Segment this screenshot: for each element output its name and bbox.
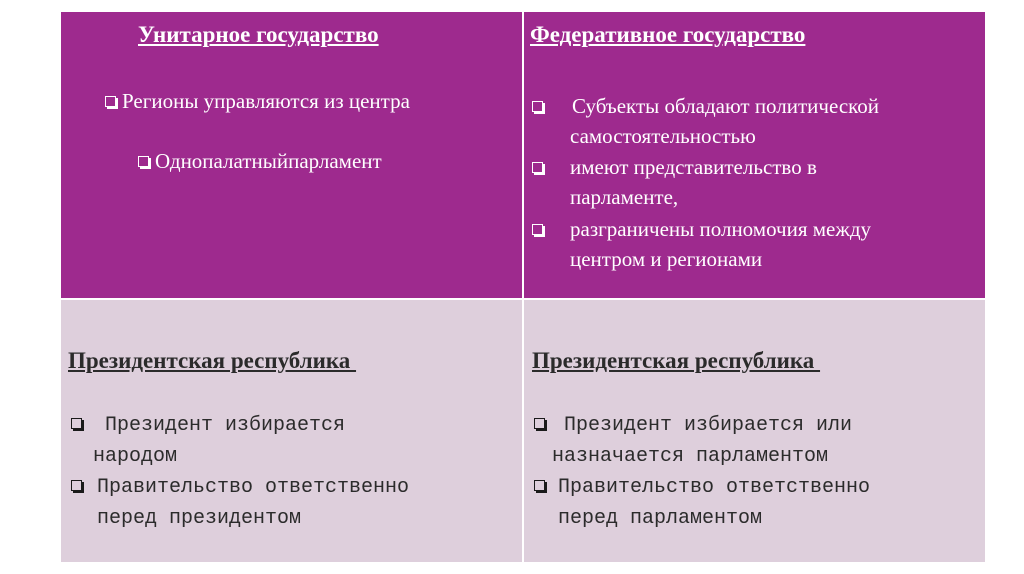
pres-left-item-2 <box>71 476 88 499</box>
checkbox-bullet-icon <box>138 156 149 167</box>
pres-left-item-1-line-1: Президент избирается <box>105 414 346 437</box>
pres-right-item-1-line-2: назначается парламентом <box>552 445 829 468</box>
pres-left-item-1-line-2: народом <box>93 445 178 468</box>
unitary-item-2: Однопалатныйпарламент <box>138 149 382 174</box>
federal-item-1-line-1: Субъекты обладают политической <box>572 94 880 118</box>
comparison-table <box>61 12 985 562</box>
federal-item-3-line-2: центром и регионами <box>570 247 763 271</box>
unitary-title: Унитарное государство <box>138 22 379 47</box>
checkbox-bullet-icon <box>532 224 543 235</box>
federal-item-3 <box>532 217 549 242</box>
cell-presidential-left <box>61 300 522 562</box>
vertical-divider <box>522 12 524 562</box>
pres-right-item-2-line-2: перед парламентом <box>558 507 763 530</box>
checkbox-bullet-icon <box>532 162 543 173</box>
federal-item-2 <box>532 155 549 180</box>
pres-left-item-2-line-1: Правительство ответственно <box>97 476 410 499</box>
federal-item-3-line-1: разграничены полномочия между <box>570 217 872 241</box>
unitary-item-1: Регионы управляются из центра <box>105 89 410 114</box>
cell-federal-state <box>524 12 985 298</box>
presidential-left-title: Президентская республика <box>68 348 357 373</box>
pres-right-item-2 <box>534 476 551 499</box>
pres-right-item-2-line-1: Правительство ответственно <box>558 476 871 499</box>
presidential-right-title: Президентская республика <box>532 348 821 373</box>
checkbox-bullet-icon <box>71 480 82 491</box>
cell-presidential-right <box>524 300 985 562</box>
federal-item-2-line-2: парламенте, <box>570 185 679 209</box>
checkbox-bullet-icon <box>534 418 545 429</box>
horizontal-divider <box>61 298 985 300</box>
cell-unitary-state <box>61 12 522 298</box>
checkbox-bullet-icon <box>105 96 116 107</box>
pres-right-item-1 <box>534 414 551 437</box>
checkbox-bullet-icon <box>532 101 543 112</box>
pres-left-item-2-line-2: перед президентом <box>97 507 302 530</box>
checkbox-bullet-icon <box>71 418 82 429</box>
pres-right-item-1-line-1: Президент избирается или <box>564 414 853 437</box>
federal-title: Федеративное государство <box>530 22 806 47</box>
pres-left-item-1 <box>71 414 88 437</box>
federal-item-1 <box>532 94 549 119</box>
federal-item-2-line-1: имеют представительство в <box>570 155 817 179</box>
federal-item-1-line-2: самостоятельностью <box>570 124 756 148</box>
checkbox-bullet-icon <box>534 480 545 491</box>
